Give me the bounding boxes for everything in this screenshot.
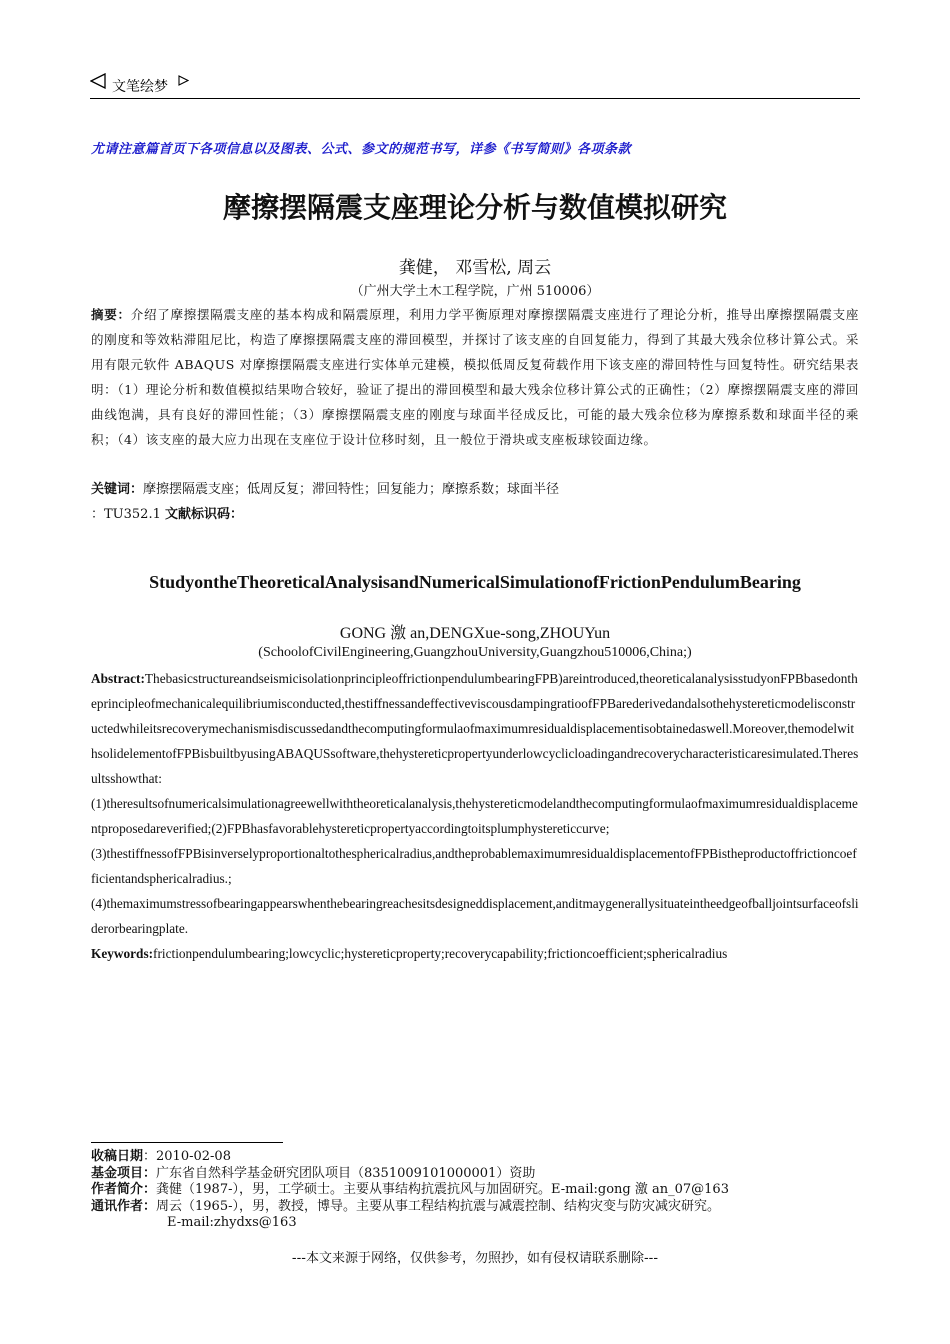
authors-cn: 龚健， 邓雪松, 周云 (398, 258, 552, 278)
abstract-en-intro (91, 666, 859, 791)
authors-en: GONG 激 an,DENGXue-song,ZHOUYun (339, 625, 611, 642)
footnotes (91, 1149, 859, 1232)
abstract-en-result-4: (4)themaximumstressofbearingappearswhenthebearingreachesitsdesigneddisplacement,anditmaygenerallysituateintheedgeofballjointsurfaceofsliderorbearingplate. (91, 896, 859, 936)
keywords-en-label: Keywords: (91, 946, 154, 961)
abstract-cn (91, 302, 859, 452)
abstract-en (91, 666, 859, 966)
classification-line (91, 503, 243, 522)
footnote-received: 收稿日期：2010-02-08 (91, 1149, 231, 1164)
document-code-label: 文献标识码： (164, 507, 243, 522)
source-disclaimer: ---本文来源于网络，仅供参考，勿照抄，如有侵权请联系删除--- (291, 1251, 659, 1266)
keywords-cn (91, 478, 859, 497)
abstract-en-label: Abstract: (91, 671, 145, 686)
triangle-left-icon (90, 73, 106, 89)
footnote-corresponding: 通讯作者：周云（1965-），男，教授，博导。主要从事工程结构抗震与减震控制、结构灾变与防灾减灾研究。 (91, 1198, 720, 1214)
keywords-cn-label: 关键词： (91, 482, 144, 497)
abstract-cn-text: 介绍了摩擦摆隔震支座的基本构成和隔震原理，利用力学平衡原理对摩擦摆隔震支座进行了理论分析，推导出摩擦摆隔震支座的刚度和等效粘滞阻尼比，构造了摩擦摆隔震支座的滞回模型，并探讨了该支座的自回复能力，得到了其最大残余位移计算公式。采用有限元软件 ABAQUS 对摩擦摆隔震支座进行实体单元建模，模拟低周反复荷载作用下该支座的滞回特性与回复特性。研究结果表明：（1）理论分析和数值模拟结果吻合较好，验证了提出的滞回模型和最大残余位移计算公式的正确性；（2）摩擦摆隔震支座的滞回曲线饱满，具有良好的滞回性能；（3）摩擦摆隔震支座的刚度与球面半径成反比，可能的最大残余位移为摩擦系数和球面半径的乘积；（4）该支座的最大应力出现在支座位于设计位移时刻，且一般位于滑块或支座板球铰面边缘。 (91, 307, 859, 447)
affiliation-cn: （广州大学土木工程学院，广州 510006） (350, 284, 600, 299)
abstract-en-result-1-2: (1)theresultsofnumericalsimulationagreewellwiththeoreticalanalysis,thehystereticmodelandthecomputingformulaofmaximumresidualdisplacementproposedareverified;(2)FPBhasfavorablehystereticpropertyaccordingtoitsplumphystereticcurve; (91, 796, 858, 836)
keywords-en (91, 941, 859, 966)
footnote-fund: 基金项目：广东省自然科学基金研究团队项目（8351009101000001）资助 (91, 1165, 536, 1181)
formatting-notice: 尤请注意篇首页下各项信息以及图表、公式、参文的规范书写，详参《书写简则》各项条款 (91, 142, 632, 157)
footnote-author: 作者简介：龚健（1987-），男，工学硕士。主要从事结构抗震抗风与加固研究。E-mail:gong 激 an_07@163 (91, 1182, 729, 1197)
page-header (90, 72, 860, 99)
abstract-en-result-3: (3)thestiffnessofFPBisinverselyproportionaltothesphericalradius,andtheprobablemaximumresidualdisplacementofFPBistheproductoffrictioncoefficientandsphericalradius.; (91, 846, 857, 886)
classification-number: ：TU352.1 (91, 507, 165, 522)
abstract-en-intro-text: ThebasicstructureandseismicisolationprincipleoffrictionpendulumbearingFPB)areintroduced,theoreticalanalysisstudyonFPBbasedontheprincipleofmechanicalequilibriumisconducted,thestiffnessandeffectiveviscousdampingratioofFPBarederivedandalsothehystereticmodelisconstructedwhileitsrecoverymechanismisdiscussedandthecomputingformulaofmaximumresidualdisplacementisobtainedaswell.Moreover,themodelwithsolidelementofFPBisbuiltbyusingABAQUSsoftware,thehystereticpropertyunderlowcyclicloadingandrecoverycharacteristicaresimulated.Theresultsshowthat: (91, 671, 859, 786)
paper-title-cn: 摩擦摆隔震支座理论分析与数值模拟研究 (222, 191, 727, 224)
footnote-corresponding-email: E-mail:zhydxs@163 (167, 1215, 297, 1230)
paper-title-en: StudyontheTheoreticalAnalysisandNumericalSimulationofFrictionPendulumBearing (149, 572, 801, 592)
keywords-cn-text: 摩擦摆隔震支座；低周反复；滞回特性；回复能力；摩擦系数；球面半径 (143, 482, 560, 497)
triangle-right-icon (178, 75, 189, 86)
header-brand: 文笔绘梦 (112, 79, 168, 95)
affiliation-en: (SchoolofCivilEngineering,GuangzhouUniversity,Guangzhou510006,China;) (258, 645, 692, 660)
footnote-rule (91, 1142, 283, 1143)
keywords-en-text: frictionpendulumbearing;lowcyclic;hystereticproperty;recoverycapability;frictioncoefficient;sphericalradius (153, 946, 728, 961)
abstract-cn-label: 摘要： (91, 307, 131, 322)
